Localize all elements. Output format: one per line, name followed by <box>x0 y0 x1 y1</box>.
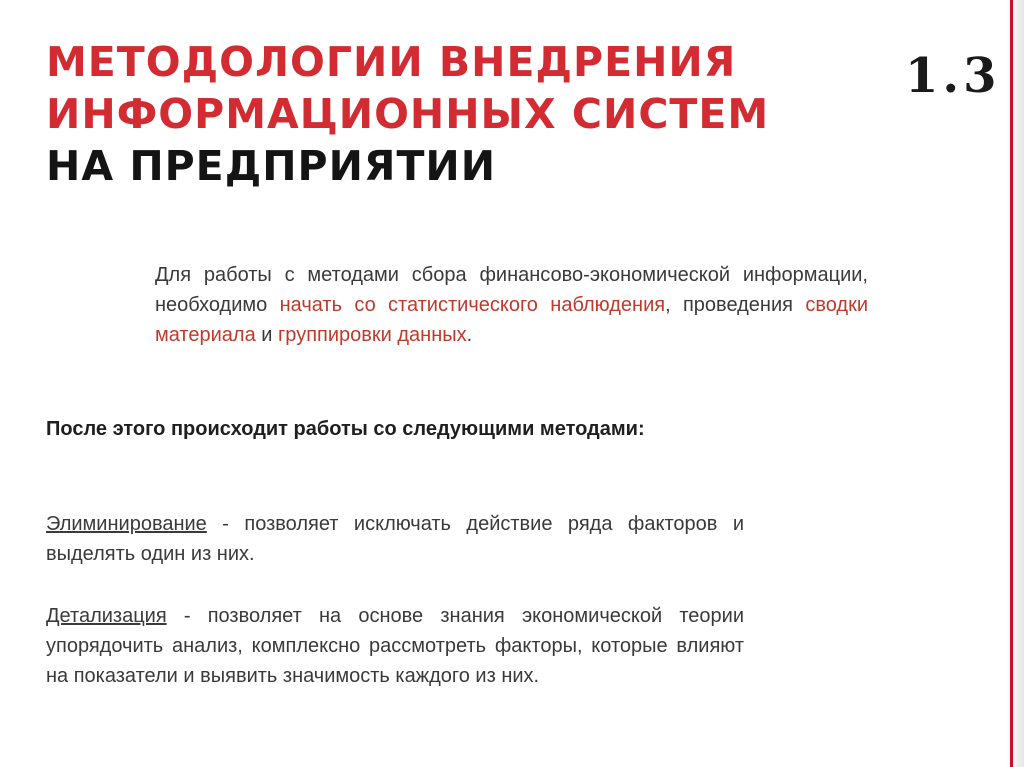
method-elimination <box>46 509 744 569</box>
slide-number: 1.3 <box>905 48 1001 104</box>
method-description-detailing: - позволяет на основе знания экономической теории упорядочить анализ, комплексно рассмотреть факторы, которые влияют на показатели и выявить значимость каждого из них. <box>46 605 744 687</box>
methods-heading: После этого происходит работы со следующими методами: <box>46 418 645 440</box>
method-detailing <box>46 601 744 691</box>
title-line-3: НА ПРЕДПРИЯТИИ <box>46 142 497 190</box>
intro-text-1: Для работы с методами сбора финансово-экономической информации, необходимо <box>155 264 868 316</box>
slide-title <box>46 36 906 192</box>
right-edge-shadow <box>1006 0 1024 767</box>
intro-text-3: и <box>255 324 278 346</box>
highlight-data-grouping: группировки данных <box>278 324 467 346</box>
highlight-statistical-observation: начать со статистического наблюдения <box>279 294 666 316</box>
title-line-1: МЕТОДОЛОГИИ ВНЕДРЕНИЯ <box>46 38 737 86</box>
right-accent-bar <box>1010 0 1013 767</box>
method-term-detailing: Детализация <box>46 605 167 627</box>
highlight-material-summary: сводки материала <box>155 294 868 346</box>
title-line-2: ИНФОРМАЦИОННЫХ СИСТЕМ <box>46 90 770 138</box>
intro-paragraph <box>155 260 868 350</box>
method-term-elimination: Элиминирование <box>46 513 207 535</box>
intro-text-2: , проведения <box>665 294 806 316</box>
method-description-elimination: - позволяет исключать действие ряда факторов и выделять один из них. <box>46 513 744 565</box>
intro-text-4: . <box>466 324 473 346</box>
